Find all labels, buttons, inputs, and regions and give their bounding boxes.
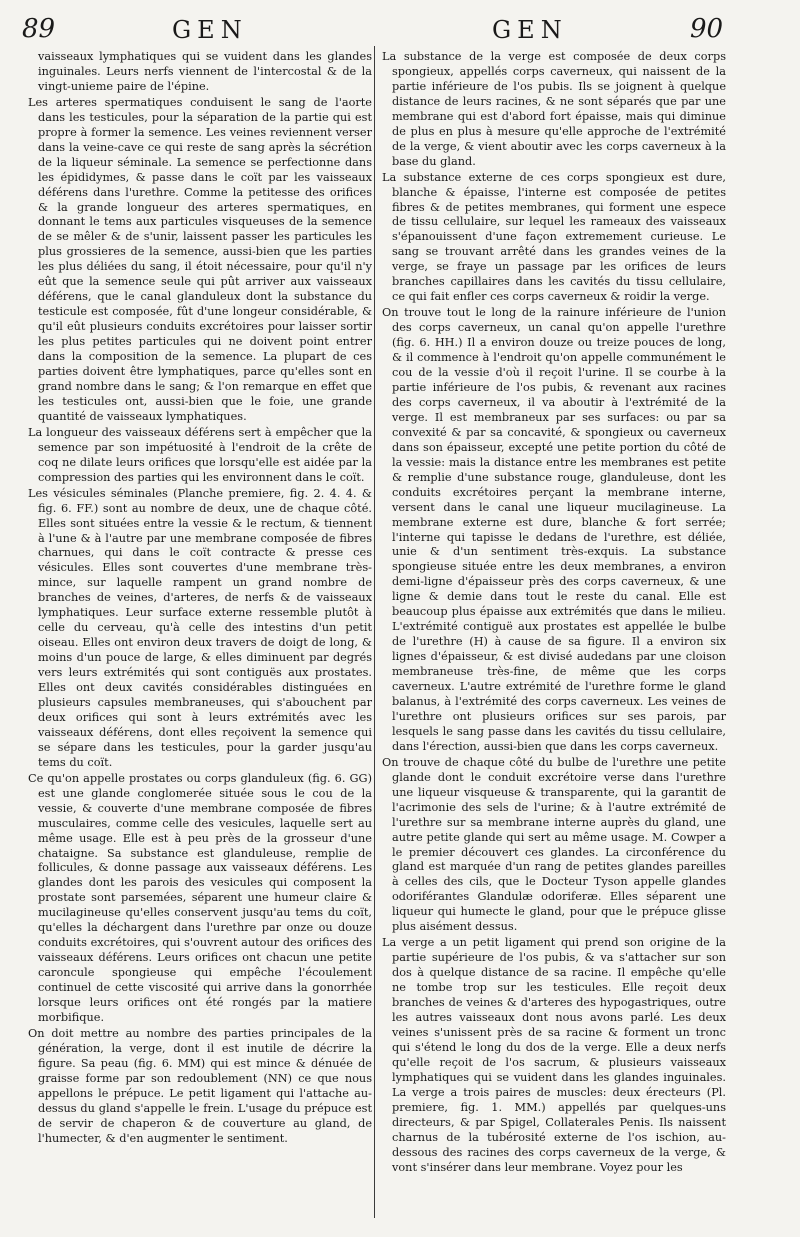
- paragraph: Les vésicules séminales (Planche premiere, fig. 2. 4. 4. & fig. 6. FF.) sont au nombre de deux, une de chaque côté. Elles sont situées entre la vessie & le rectum, & tiennent à l'une & à l'autre par une membrane composée de fibres charnues, qui dans le coït contracte & presse ces vésicules. Elles sont couvertes d'une membrane très-mince, sur laquelle rampent un grand nombre de branches de veines, d'arteres, de nerfs & de vaisseaux lymphatiques. Leur surface externe ressemble plutôt à celle du cerveau, qu'à celle des intestins d'un petit oiseau. Elles ont environ deux travers de doigt de long, & moins d'un pouce de large, & elles diminuent par degrés vers leurs extrémités qui sont contiguës aux prostates. Elles ont deux cavités considérables distinguées en plusieurs capsules membraneuses, qui s'abouchent par deux orifices qui sont à leurs extrémités avec les vaisseaux déférens, dont elles reçoivent la semence qui se sépare dans les testicules, pour la garder jusqu'au tems du coït.: [28, 486, 372, 769]
- right-column: [382, 50, 726, 1175]
- paragraph: Ce qu'on appelle prostates ou corps glanduleux (fig. 6. GG) est une glande conglomerée située sous le cou de la vessie, & couverte d'une membrane composée de fibres musculaires, comme celle des vesicules, laquelle sert au même usage. Elle est à peu près de la grosseur d'une chataigne. Sa substance est glanduleuse, remplie de follicules, & donne passage aux vaisseaux déférens. Les glandes dont les parois des vesicules qui composent la prostate sont parsemées, séparent une humeur claire & mucilagineuse qu'elles conservent jusqu'au tems du coït, qu'elles la déchargent dans l'urethre par onze ou douze conduits excrétoires, qui s'ouvrent autour des orifices des vaisseaux déférens. Leurs orifices ont chacun une petite caroncule spongieuse qui empêche l'écoulement continuel de cette viscosité qui arrive dans la gonorrhée lorsque leurs orifices ont été rongés par la matiere morbifique.: [28, 771, 372, 1024]
- paragraph: Les arteres spermatiques conduisent le sang de l'aorte dans les testicules, pour la séparation de la partie qui est propre à former la semence. Les veines reviennent verser dans la veine-cave ce qui reste de sang après la sécrétion de la liqueur séminale. La semence se perfectionne dans les épididymes, & passe dans le coït par les vaisseaux déférens dans l'urethre. Comme la petitesse des orifices & la grande longueur des arteres spermatiques, en donnant le tems aux particules visqueuses de la semence de se mêler & de s'unir, laissent passer les particules les plus grossieres de la semence, aussi-bien que les parties les plus déliées du sang, il étoit nécessaire, pour qu'il n'y eût que la semence seule qui pût arriver aux vaisseaux déférens, que le canal glanduleux dont la substance du testicule est composée, fût d'une longeur considérable, & qu'il eût plusieurs conduits excrétoires pour laisser sortir les plus petites particules qui ne doivent point entrer dans la composition de la semence. La plupart de ces parties doivent être lymphatiques, parce qu'elles sont en grand nombre dans le sang; & l'on remarque en effet que les testicules ont, aussi-bien que le foie, une grande quantité de vaisseaux lymphatiques.: [28, 95, 372, 423]
- paragraph: La longueur des vaisseaux déférens sert à empêcher que la semence par son impétuosité à l'endroit de la crête de coq ne dilate leurs orifices que lorsqu'elle est aidée par la compression des parties qui les environnent dans le coït.: [28, 425, 372, 484]
- paragraph: vaisseaux lymphatiques qui se vuident dans les glandes inguinales. Leurs nerfs viennent de l'intercostal & de la vingt-unieme paire de l'épine.: [38, 50, 372, 93]
- paragraph: La substance externe de ces corps spongieux est dure, blanche & épaisse, l'interne est composée de petites fibres & de petites membranes, qui forment une espece de tissu cellulaire, sur lequel les rameaux des vaisseaux s'épanouissent d'une façon extremement curieuse. Le sang se trouvant arrêté dans les grandes veines de la verge, se fraye un passage par les orifices de leurs branches capillaires dans les cavités du tissu cellulaire, ce qui fait enfler ces corps caverneux & roidir la verge.: [382, 170, 726, 304]
- paragraph: La substance de la verge est composée de deux corps spongieux, appellés corps caverneux, qui naissent de la partie inférieure de l'os pubis. Ils se joignent à quelque distance de leurs racines, & ne sont séparés que par une membrane qui est d'abord fort épaisse, mais qui diminue de plus en plus à mesure qu'elle approche de l'extrémité de la verge, & vient aboutir avec les corps caverneux à la base du gland.: [382, 50, 726, 168]
- paragraph: La verge a un petit ligament qui prend son origine de la partie supérieure de l'os pubis, & va s'attacher sur son dos à quelque distance de sa racine. Il empêche qu'elle ne tombe trop sur les testicules. Elle reçoit deux branches de veines & d'arteres des hypogastriques, outre les autres vaisseaux dont nous avons parlé. Les deux veines s'unissent près de sa racine & forment un tronc qui s'étend le long du dos de la verge. Elle a deux nerfs qu'elle reçoit de l'os sacrum, & plusieurs vaisseaux lymphatiques qui se vuident dans les glandes inguinales. La verge a trois paires de muscles: deux érecteurs (Pl. premiere, fig. 1. MM.) appellés par quelques-uns directeurs, & par Spigel, Collaterales Penis. Ils naissent charnus de la tubérosité externe de l'os ischion, au-dessous des racines des corps caverneux de la verge, & vont s'insérer dans leur membrane. Voyez pour les: [382, 936, 726, 1174]
- running-head-left: GEN: [172, 16, 248, 44]
- column-divider: [374, 46, 375, 1218]
- paragraph: On doit mettre au nombre des parties principales de la génération, la verge, dont il est inutile de décrire la figure. Sa peau (fig. 6. MM) qui est mince & dénuée de graisse forme par son redoublement (NN) ce que nous appellons le prépuce. Le petit ligament qui l'attache au-dessus du gland s'appelle le frein. L'usage du prépuce est de servir de chaperon & de couverture au gland, de l'humecter, & d'en augmenter le sentiment.: [28, 1026, 372, 1145]
- paragraph: On trouve de chaque côté du bulbe de l'urethre une petite glande dont le conduit excrétoire verse dans l'urethre une liqueur visqueuse & transparente, qui la garantit de l'acrimonie des sels de l'urine; & à l'autre extrémité de l'urethre sur sa membrane interne auprès du gland, une autre petite glande qui sert au même usage. M. Cowper a le premier découvert ces glandes. La circonférence du gland est marquée d'un rang de petites glandes pareilles à celles des cils, que le Docteur Tyson appelle glandes odoriférantes Glandulæ odoriferæ. Elles séparent une liqueur qui humecte le gland, pour que le prépuce glisse plus aisément dessus.: [382, 755, 726, 934]
- page-number-right: 90: [690, 14, 724, 44]
- paragraph: On trouve tout le long de la rainure inférieure de l'union des corps caverneux, un canal qu'on appelle l'urethre (fig. 6. HH.) Il a environ douze ou treize pouces de long, & il commence à l'endroit qu'on appelle communément le cou de la vessie d'où il reçoit l'urine. Il se courbe à la partie inférieure de l'os pubis, & revenant aux racines des corps caverneux, il va aboutir à l'extrémité de la verge. Il est membraneux par ses surfaces: ou par sa convexité & par sa concavité, & spongieux ou caverneux dans son épaisseur, excepté une petite portion du côté de la vessie: mais la distance entre les membranes est petite & remplie d'une substance rouge, glanduleuse, dont les conduits excrétoires perçant la membrane interne, versent dans le canal une liqueur mucilagineuse. La membrane externe est dure, blanche & fort serrée; l'interne qui tapisse le dedans de l'urethre, est déliée, unie & d'un sentiment très-exquis. La substance spongieuse située entre les deux membranes, a environ demi-ligne d'épaisseur près des corps caverneux, & une ligne & demie dans tout le reste du canal. Elle est beaucoup plus épaisse aux extrémités que dans le milieu. L'extrémité contiguë aux prostates est appellée le bulbe de l'urethre (H) à cause de sa figure. Il a environ six lignes d'épaisseur, & est divisé audedans par une cloison membraneuse très-fine, de même que les corps caverneux. L'autre extrémité de l'urethre forme le gland balanus, à l'extrémité des corps caverneux. Les veines de l'urethre ont plusieurs orifices sur ses parois, par lesquels le sang passe dans les cavités du tissu cellulaire, dans l'érection, aussi-bien que dans les corps caverneux.: [382, 306, 726, 753]
- left-column: [28, 50, 372, 1147]
- page-number-left: 89: [22, 14, 56, 44]
- running-head-right: GEN: [492, 16, 568, 44]
